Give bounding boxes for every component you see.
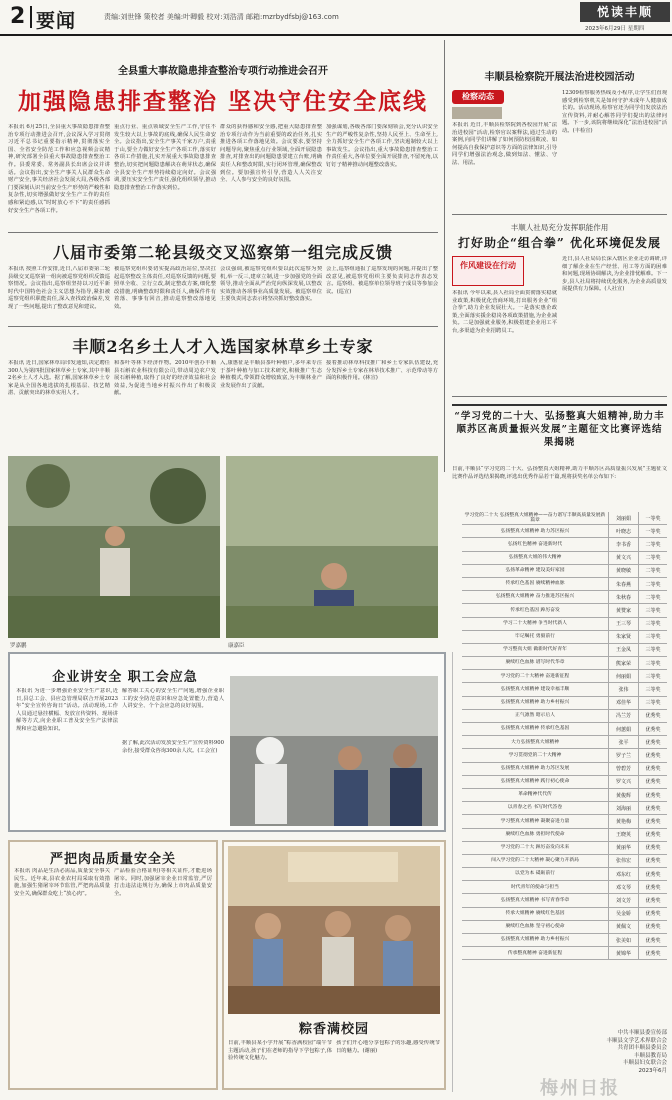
entry-author: 朱家贤 <box>609 631 639 643</box>
page-header <box>0 0 672 36</box>
divider <box>8 232 438 233</box>
entry-author: 黄俊辉 <box>609 789 639 801</box>
entry-author: 叶晓志 <box>609 525 639 537</box>
table-row <box>462 644 667 657</box>
article-body-col: 解答职工关心的安全生产问题,增强企业职工的安全防范意识和应急处置能力,营造人人讲安全、个个会应急的良好氛围。 <box>122 688 224 710</box>
table-row <box>462 618 667 631</box>
entry-author: 刘文芳 <box>609 894 639 906</box>
entry-award: 三等奖 <box>645 634 661 641</box>
article-headline: 企业讲安全 职工会应急 <box>52 670 198 685</box>
entry-author: 黄文兴 <box>609 552 639 564</box>
entry-author: 刘海丽 <box>609 802 639 814</box>
entry-title: 正气凛然 昭示后人 <box>462 710 609 722</box>
entry-author: 何蕙娟 <box>609 723 639 735</box>
entry-title: 弘扬红色精神 奋进新时代 <box>462 538 609 550</box>
table-row <box>462 578 667 591</box>
column-label-badge: 检察动态 <box>452 90 504 104</box>
table-row <box>462 921 667 934</box>
article-body-col: 群众的获得感和安全感,把重大隐患排查整治专项行动作为当前重要的政治任务,扎实推进各项工作落地见效。会议要求,要坚持问题导向,聚焦重点行业领域,全面开展隐患排查,对排查出的问题隐患要建立台账,明确责任人和整改时限,实行闭环管理,确保整改到位。要加强宣传引导,营造人人关注安全、人人参与安全的良好氛围。 <box>220 124 322 184</box>
entry-award: 一等奖 <box>645 528 661 535</box>
entry-award: 三等奖 <box>645 660 661 667</box>
entry-title: 牢记嘱托 勇毅前行 <box>462 631 609 643</box>
award-table <box>462 512 667 960</box>
entry-author: 罗子兰 <box>609 749 639 761</box>
entry-author: 何丽娟 <box>609 670 639 682</box>
divider <box>452 396 667 397</box>
table-row <box>462 789 667 802</box>
photo-image <box>8 456 220 638</box>
article-body-col: 重点行业、重点领域安全生产工作,守住不发生较大以上事故的底线,确保人民生命安全。会议指出,安全生产事关千家万户,责重于山,要全力做好安全生产各项工作,落实好各项工作措施,扎实开展重大事故隐患排查整治,切实把问题隐患解决在萌芽状态,确保全县安全生产形势持续稳定向好。会议强调,要压实安全生产责任,强化组织领导,推动隐患排查整治工作落实到位。 <box>114 124 216 191</box>
table-row <box>462 776 667 789</box>
entry-author: 邓文琴 <box>609 881 639 893</box>
entry-author: 邓东红 <box>609 868 639 880</box>
article-body-col: 本报讯 6月25日,全县重大事故隐患排查整治专项行动推进会召开,会议深入学习贯彻习近平总书记重要指示精神,贯彻落实全国、全省安全防范工作和应急视频会议精神,研究部署全县重大事故隐患排查整治工作。县委常委、常务副县长出席会议并讲话。会议指出,安全生产事关人民群众生命财产安全,事关经济社会发展大局,各级各部门要深刻认识当前安全生产形势的严峻性和复杂性,切实增强做好安全生产工作的责任感和紧迫感,以“时时放心不下”的责任感抓好安全生产各项工作。 <box>8 124 110 214</box>
entry-award: 二等奖 <box>645 555 661 562</box>
article-safety <box>8 62 438 116</box>
table-row <box>462 604 667 617</box>
entry-award: 二等奖 <box>645 581 661 588</box>
entry-author: 黄锦华 <box>609 947 639 959</box>
entry-title: 弘扬整真大姐精神 奋力推进苏区振兴 <box>462 591 609 603</box>
entry-author: 黄丽华 <box>609 842 639 854</box>
divider <box>452 214 667 215</box>
entry-author: 黄艳梅 <box>609 815 639 827</box>
entry-award: 优秀奖 <box>645 871 661 878</box>
editor-meta: 责编:刘世锋 策校者 美编:叶卿毅 校对:刘浩清 邮箱:mzrbydfsbj@163.com <box>104 13 339 21</box>
entry-author: 张平 <box>609 736 639 748</box>
table-row <box>462 538 667 551</box>
table-row <box>462 723 667 736</box>
entry-award: 三等奖 <box>645 687 661 694</box>
header-divider <box>30 6 32 28</box>
table-row <box>462 591 667 604</box>
article-body-col: 本报讯 今年以来,县人社局全面贯彻落实稳就业政策,积极优化营商环境,打出服务企业“组合拳”,助力企业发展壮大。一是落实惠企政策,全面落实援企稳岗各项政策措施,为企业减负。二是加强就业服务,积极搭建企业用工平台,多渠道为企业招聘员工。 <box>452 290 557 334</box>
photo-person-right <box>226 456 438 638</box>
divider <box>452 404 667 406</box>
table-row <box>462 894 667 907</box>
entry-title: 弘扬整真大姐精神 传承红色基因 <box>462 723 609 735</box>
photo-image <box>230 676 438 826</box>
table-row <box>462 868 667 881</box>
column-label-text: 作风建设在行动 <box>460 261 516 270</box>
table-row <box>462 631 667 644</box>
article-body-col: 和茶叶等林下经济作物。2010年创办丰顺县石斛农业科技有限公司,带动周边农户发展石斛种植,取得了良好的经济效益和社会效益,为促进当地乡村振兴作出了积极贡献。 <box>114 360 216 397</box>
entry-award: 优秀奖 <box>645 911 661 918</box>
entry-author: 张伟宏 <box>609 855 639 867</box>
entry-author: 刘丽娟 <box>609 512 639 524</box>
entry-author: 邓佳华 <box>609 697 639 709</box>
table-row <box>462 710 667 723</box>
article-body-col: 加强谋划,各级各部门要深刻领会,充分认识安全生产的严峻性复杂性,坚持人民至上、生命至上,全力抓好安全生产各项工作,坚决遏制较大以上事故发生。会议指出,重大事故隐患排查整治工作责任重大,各单位要全面开展排查,不留死角,以钉钉子精神推动问题整改落实。 <box>326 124 438 168</box>
entry-author: 李书香 <box>609 538 639 550</box>
entry-award: 优秀奖 <box>645 924 661 931</box>
article-headline: 严把肉品质量安全关 <box>49 852 176 867</box>
article-body-col: 接着推动林草科技推广和乡土专家队伍建设,充分发挥乡土专家在林草技术推广、示范带动等方面的积极作用。(林宣) <box>326 360 438 382</box>
article-headline: 粽香满校园 <box>298 1022 369 1037</box>
entry-author: 王金凤 <box>609 644 639 656</box>
table-row <box>462 947 667 960</box>
photo-caption: 康嘉臣 <box>228 643 245 649</box>
entry-award: 优秀奖 <box>645 726 661 733</box>
article-body-col: 据了解,此次活动发放安全生产宣传资料900余份,接受群众咨询300余人次。(工会宣) <box>122 740 224 754</box>
entry-title: 弘扬整真大姐精神 建设幸福丰顺 <box>462 683 609 695</box>
article-body-col: 被巡察党组织要切实提高政治站位,坚决扛起巡察整改主体责任,对巡察反馈的问题,要照单全收、立行立改,制定整改方案,细化整改措施,明确整改时限和责任人,确保件件有着落、事事有回音,推动巡察整改落地见效。 <box>114 266 216 310</box>
article-body-col: 本报讯 按照工作安排,近日,八届市委第二轮县级交叉巡察第一组向被巡察党组织反馈巡察情况。会议指出,巡察组坚持以习近平新时代中国特色社会主义思想为指导,紧扣被巡察党组织职能责任,深入查找政治偏差,发现了一些问题,提出了整改意见和建议。 <box>8 266 110 310</box>
entry-title: 闯入学习党的二十大精神 凝心聚力开新局 <box>462 855 609 867</box>
entry-award: 三等奖 <box>645 673 661 680</box>
entry-title: 赓续红色血脉 坚守初心使命 <box>462 921 609 933</box>
table-row <box>462 881 667 894</box>
article-headline: 打好助企“组合拳” 优化环境促发展 <box>458 236 661 250</box>
entry-title: 传承整真精神 奋进新征程 <box>462 947 609 959</box>
entry-award: 优秀奖 <box>645 818 661 825</box>
entry-title: 革命精神代代传 <box>462 789 609 801</box>
entry-title: 时代青年的使命与担当 <box>462 881 609 893</box>
entry-author: 黄佩文 <box>609 921 639 933</box>
article-body-col: 本报讯 为进一步增强企业安全生产意识,近日,县总工会、县应急管理局联合开展2023年“安全宣传咨询日”活动。活动现场,工作人员通过悬挂横幅、发放宣传资料、现场讲解等方式,向企业职工普及安全生产法律法规和应急避险知识。 <box>16 688 118 732</box>
photo-caption: 罗嘉鹏 <box>10 643 27 649</box>
entry-award: 优秀奖 <box>645 858 661 865</box>
entry-author: 冯兰芳 <box>609 710 639 722</box>
table-row <box>462 525 667 538</box>
article-kicker: 丰顺人社局充分发挥职能作用 <box>510 223 609 232</box>
entry-award: 一等奖 <box>645 515 661 522</box>
entry-award: 优秀奖 <box>645 739 661 746</box>
table-row <box>462 512 667 525</box>
table-row <box>462 749 667 762</box>
entry-award: 优秀奖 <box>645 792 661 799</box>
organizers: 中共丰顺县委宣传部 丰顺县文学艺术界联合会 共青团丰顺县委员会 丰顺县教育局 丰顺县妇女联合会 2023年6月 <box>606 1030 667 1074</box>
entry-award: 二等奖 <box>645 568 661 575</box>
divider <box>8 326 438 327</box>
entry-title: 弘扬革命精神 建设美好家园 <box>462 565 609 577</box>
article-body-col: 近日,县人社局局长深入辖区企业走访调研,详细了解企业在生产经营、用工等方面的困难和问题,现场协调解决,为企业排忧解难。下一步,县人社局将持续优化服务,为企业高质量发展提供有力保障。(人社宣) <box>562 256 667 293</box>
column-divider <box>452 652 453 1092</box>
article-headline: 八届市委第二轮县级交叉巡察第一组完成反馈 <box>52 243 393 262</box>
section-title: 要闻 <box>36 10 77 32</box>
entry-title: 学习党的二十大精神 奋进新征程 <box>462 670 609 682</box>
entry-title: 弘扬整真大姐的伟大精神 <box>462 552 609 564</box>
entry-author: 黄晓敏 <box>609 565 639 577</box>
photo-person-left <box>8 456 220 638</box>
entry-title: 弘扬整真大姐精神 助力苏区振兴 <box>462 525 609 537</box>
entry-award: 优秀奖 <box>645 752 661 759</box>
entry-award: 优秀奖 <box>645 766 661 773</box>
entry-title: 大力弘扬整真大姐精神 <box>462 736 609 748</box>
table-row <box>462 763 667 776</box>
table-row <box>462 657 667 670</box>
entry-title: 学习党的二十大 踔厉奋发向未来 <box>462 842 609 854</box>
entry-title: 弘扬整真大姐精神 助力乡村振兴 <box>462 934 609 946</box>
watermark-logo: 梅州日报 <box>540 1078 620 1099</box>
entry-award: 二等奖 <box>645 594 661 601</box>
article-kicker: 全县重大事故隐患排查整治专项行动推进会召开 <box>118 66 328 77</box>
entry-award: 三等奖 <box>645 607 661 614</box>
article-body-col: 会议强调,被巡察党组织要以此次巡察为契机,举一反三,建章立制,进一步加强党的全面领导,推动全面从严治党向纵深发展,以整改实效推动各项事业高质量发展。被巡察单位主要负责同志表示将坚决抓好整改落实。 <box>220 266 322 303</box>
entry-author: 罗文兴 <box>609 776 639 788</box>
entry-author: 王晓英 <box>609 829 639 841</box>
brand-logo: 悦读丰顺 <box>580 2 670 22</box>
table-row <box>462 670 667 683</box>
table-row <box>462 736 667 749</box>
column-label-badge <box>452 256 524 286</box>
article-body-col: 孩子们开心地分享包粽子的乐趣,感受传统节日的魅力。(谢丽) <box>336 1040 440 1054</box>
entry-award: 优秀奖 <box>645 805 661 812</box>
entry-title: 传承红色基因 赓续精神血脉 <box>462 578 609 590</box>
entry-award: 优秀奖 <box>645 884 661 891</box>
entry-award: 优秀奖 <box>645 845 661 852</box>
article-body-col: 本报讯 肉品是生活必需品,质量安全事关民生。近年来,县农业农村局采取有效措施,加强生猪屠宰环节监管,严把肉品质量安全关,确保群众吃上“放心肉”。 <box>14 868 110 897</box>
photo-image <box>228 846 440 1014</box>
entry-title: 弘扬整真大姐精神 践行初心使命 <box>462 776 609 788</box>
entry-title: 传承大姐精神 赓续红色基因 <box>462 908 609 920</box>
entry-title: 学习贯彻党的二十大精神 <box>462 749 609 761</box>
article-body-col: 入,康惠征是丰顺县茶叶种植户,多年来专注于茶叶种植与加工技术研究,积极推广生态种植模式,带领群众增收致富,为丰顺林业产业发展作出了贡献。 <box>220 360 322 389</box>
table-row <box>462 934 667 947</box>
entry-title: 赓续红色血脉 谱写时代华章 <box>462 657 609 669</box>
table-row <box>462 829 667 842</box>
entry-author: 王三琴 <box>609 618 639 630</box>
entry-award: 优秀奖 <box>645 713 661 720</box>
entry-title: 以青春之名 书写时代答卷 <box>462 802 609 814</box>
entry-author: 朱春燕 <box>609 578 639 590</box>
entry-title: 学习整真大姐 做新时代好青年 <box>462 644 609 656</box>
article-headline: 丰顺2名乡土人才入选国家林草乡土专家 <box>72 337 374 356</box>
photo-workers <box>230 676 438 826</box>
entry-award: 优秀奖 <box>645 937 661 944</box>
entry-title: 学习党的二十大 弘扬整真大姐精神——奋力谱写丰顺高质量发展新篇章 <box>462 512 609 524</box>
table-row <box>462 565 667 578</box>
entry-title: 学习二十大精神 争当时代新人 <box>462 618 609 630</box>
entry-author: 吴金娇 <box>609 908 639 920</box>
entry-award: 三等奖 <box>645 621 661 628</box>
entry-award: 二等奖 <box>645 541 661 548</box>
entry-award: 优秀奖 <box>645 950 661 957</box>
entry-award: 三等奖 <box>645 700 661 707</box>
table-row <box>462 697 667 710</box>
article-headline: 加强隐患排查整治 坚决守住安全底线 <box>17 88 428 115</box>
entry-award: 三等奖 <box>645 647 661 654</box>
entry-award: 优秀奖 <box>645 898 661 905</box>
thumbnail-photo <box>452 107 502 119</box>
page-number: 2 <box>10 4 26 29</box>
entry-title: 传承红色基因 踔厉奋发 <box>462 604 609 616</box>
table-row <box>462 815 667 828</box>
column-divider <box>444 40 445 472</box>
entry-author: 黄赞家 <box>609 604 639 616</box>
entry-author: 张美如 <box>609 934 639 946</box>
article-body-col: 本报讯 近日,丰顺县检察院到各校园开展“法治进校园”活动,检察官以案释法,通过生动的案例,向同学们讲解了如何预防校园欺凌、如何提高自我保护意识等方面的法律知识,引导同学们增强法治观念,做到知法、懂法、守法、用法。 <box>452 122 557 166</box>
entry-author: 朱秋春 <box>609 591 639 603</box>
article-body-col: 日前,丰顺县某小学开展“粽香满校园”端午节主题活动,孩子们在老师的指导下学包粽子,体验传统文化魅力。 <box>228 1040 332 1062</box>
article-intro: 日前,丰顺县“学习党的二十大、弘扬整真大姐精神,助力丰顺苏区高质量振兴发展”主题征文比赛作品评选结果揭晓,评选出优秀作品若干篇,现将获奖名单公布如下: <box>452 466 667 480</box>
table-row <box>462 908 667 921</box>
article-body-col: 本报讯 近日,国家林草局印发通知,决定聘任300人为第四批国家林草乡土专家,其中丰顺2名乡土人才入选。据了解,国家林草乡土专家是从全国各地选拔的扎根基层、技艺精湛、贡献突出的林草实用人才。 <box>8 360 110 397</box>
photo-image <box>226 456 438 638</box>
article-body-col: 产品检验合格证明)等相关证件,才能进场屠宰。同时,加强屠宰企业日常监管,严厉打击违法违规行为,确保上市肉品质量安全。 <box>114 868 212 897</box>
entry-title: 弘扬整真大姐精神 书写青春华章 <box>462 894 609 906</box>
entry-title: 学习整真大姐精神 凝聚奋进力量 <box>462 815 609 827</box>
photo-children <box>228 846 440 1014</box>
article-headline: 丰顺县检察院开展法治进校园活动 <box>484 72 635 83</box>
table-row <box>462 842 667 855</box>
table-row <box>462 552 667 565</box>
article-body-col: 12309检察服务热线及小程序,让学生们直观感受到检察机关是如何守护未成年人健康成长的。活动现场,检察官还为同学们发放法治宣传资料,并耐心解答同学们提出的法律问题。下一步,该院将继续深化“法治进校园”活动。(丰检宣) <box>562 90 667 134</box>
table-row <box>462 802 667 815</box>
entry-author: 曾碧芳 <box>609 763 639 775</box>
issue-date: 2023年6月29日 星期四 <box>585 26 645 32</box>
entry-award: 优秀奖 <box>645 832 661 839</box>
article-body-col: 会上,巡察组通报了巡察发现的问题,并提出了整改意见,被巡察党组织主要负责同志作表态发言。巡察组、被巡察单位领导班子成员等参加会议。(巡宣) <box>326 266 438 295</box>
article-headline: “学习党的二十大、弘扬整真大姐精神,助力丰顺苏区高质量振兴发展”主题征文比赛评选结果揭晓 <box>454 411 665 448</box>
entry-title: 以党为本 砥砺前行 <box>462 868 609 880</box>
entry-title: 弘扬整真大姐精神 助力苏区发展 <box>462 763 609 775</box>
entry-title: 弘扬整真大姐精神 助力乡村振兴 <box>462 697 609 709</box>
entry-author: 熊家荣 <box>609 657 639 669</box>
entry-author: 张伟 <box>609 683 639 695</box>
table-row <box>462 683 667 696</box>
entry-award: 优秀奖 <box>645 779 661 786</box>
table-row <box>462 855 667 868</box>
entry-title: 赓续红色血脉 勇担时代使命 <box>462 829 609 841</box>
